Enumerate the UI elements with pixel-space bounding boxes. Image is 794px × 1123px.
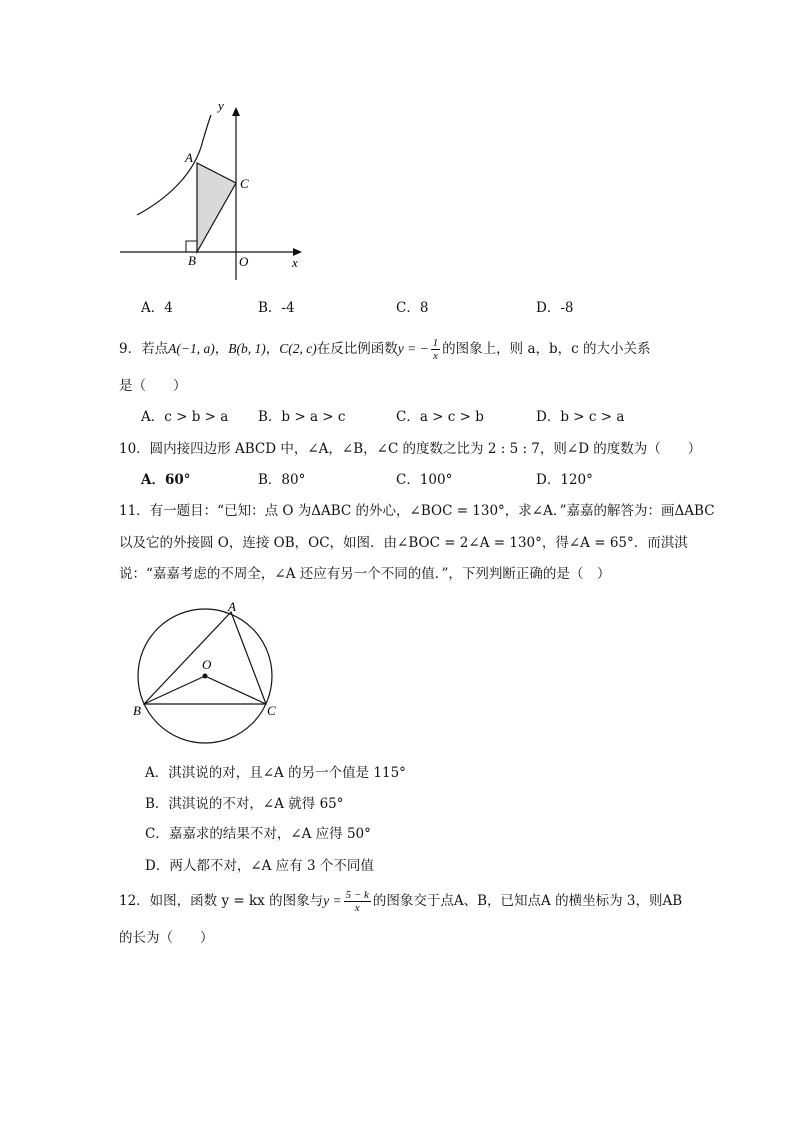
q10-stem: 10．圆内接四边形 ABCD 中，∠A，∠B，∠C 的度数之比为 2 : 5 : 7，则∠D 的度数为（ ） bbox=[119, 441, 702, 457]
q9-tail: 的图象上，则 a，b，c 的大小关系 bbox=[442, 341, 651, 357]
label-x: x bbox=[292, 255, 298, 270]
q8-option-c[interactable]: C．8 bbox=[396, 300, 429, 316]
label-c: C bbox=[267, 703, 276, 718]
q12-fn-lhs: y = bbox=[323, 893, 342, 908]
label-b: B bbox=[133, 703, 141, 718]
q9-number: 9． bbox=[119, 341, 142, 357]
q11-line3: 说：“嘉嘉考虑的不周全，∠A 还应有另一个不同的值．”，下列判断正确的是（ ） bbox=[119, 566, 611, 582]
q9-fn-lhs: y = − bbox=[397, 341, 429, 356]
q12-fraction bbox=[344, 889, 371, 914]
q9-option-d[interactable]: D．b > c > a bbox=[536, 409, 625, 425]
q11-line1: 11．有一题目：“已知：点 O 为ΔABC 的外心，∠BOC = 130°，求∠A．”嘉嘉的解答为：画ΔABC bbox=[119, 503, 715, 519]
q9-fraction bbox=[431, 337, 441, 362]
label-o: O bbox=[239, 254, 249, 269]
q10-option-c[interactable]: C．100° bbox=[396, 472, 453, 488]
q9-frac-den: x bbox=[432, 350, 438, 362]
label-a: A bbox=[228, 599, 236, 614]
q10-option-a-text: A．60° bbox=[141, 472, 191, 488]
label-y: y bbox=[218, 98, 224, 113]
q12-line2: 的长为（ ） bbox=[119, 930, 214, 946]
q10-option-d[interactable]: D．120° bbox=[536, 472, 593, 488]
q9-intro: 若点 bbox=[141, 341, 169, 357]
q11-option-a[interactable]: A．淇淇说的对，且∠A 的另一个值是 115° bbox=[145, 765, 406, 781]
q12-frac-den: x bbox=[354, 902, 360, 914]
q9-point-b: B(b, 1) bbox=[228, 341, 266, 356]
q9-point-a: A(−1, a) bbox=[168, 341, 215, 356]
q12-stem bbox=[119, 889, 682, 914]
q10-option-a[interactable] bbox=[141, 468, 191, 488]
segment-ob bbox=[144, 676, 205, 704]
q9-line2: 是（ ） bbox=[119, 378, 187, 394]
q8-option-b[interactable]: B．-4 bbox=[258, 300, 295, 316]
q11-option-b[interactable]: B．淇淇说的不对，∠A 就得 65° bbox=[145, 796, 344, 812]
right-angle-mark bbox=[186, 241, 197, 252]
q11-option-d[interactable]: D．两人都不对，∠A 应有 3 个不同值 bbox=[145, 858, 374, 874]
q12-post: 的图象交于点A、B，已知点A 的横坐标为 3，则AB bbox=[372, 893, 683, 909]
label-a: A bbox=[185, 150, 193, 165]
q8-option-a[interactable]: A．4 bbox=[141, 300, 173, 316]
q11-figure bbox=[128, 598, 288, 753]
q8-option-d[interactable]: D．-8 bbox=[536, 300, 574, 316]
q9-stem: 9．若点A(−1, a)，B(b, 1)，C(2, c)在反比例函数y = − $\frac{1}{x}$ 的图象上，则 a，b，c 的大小关系 bbox=[119, 337, 651, 362]
label-o: O bbox=[202, 657, 212, 672]
label-b: B bbox=[188, 253, 196, 268]
q12-frac-num: 5 − k bbox=[345, 889, 369, 901]
q9-option-b[interactable]: B．b > a > c bbox=[258, 409, 346, 425]
triangle-abc bbox=[197, 163, 236, 252]
q9-point-c: C(2, c) bbox=[279, 341, 317, 356]
q12-pre: 12．如图，函数 y = kx 的图象与 bbox=[119, 893, 324, 909]
q8-figure bbox=[115, 95, 315, 285]
q9-mid: 在反比例函数 bbox=[316, 341, 398, 357]
y-axis-arrow bbox=[232, 107, 240, 116]
q11-line2: 以及它的外接圆 O，连接 OB，OC，如图．由∠BOC = 2∠A = 130°，得∠A = 65°．而淇淇 bbox=[119, 535, 688, 551]
q10-option-b[interactable]: B．80° bbox=[258, 472, 306, 488]
q9-option-a[interactable]: A．c > b > a bbox=[141, 409, 229, 425]
q11-option-c[interactable]: C．嘉嘉求的结果不对，∠A 应得 50° bbox=[145, 826, 371, 842]
center-point-o bbox=[203, 674, 208, 679]
q9-frac-num: 1 bbox=[432, 337, 439, 349]
q9-option-c[interactable]: C．a > c > b bbox=[396, 409, 484, 425]
label-c: C bbox=[240, 176, 249, 191]
